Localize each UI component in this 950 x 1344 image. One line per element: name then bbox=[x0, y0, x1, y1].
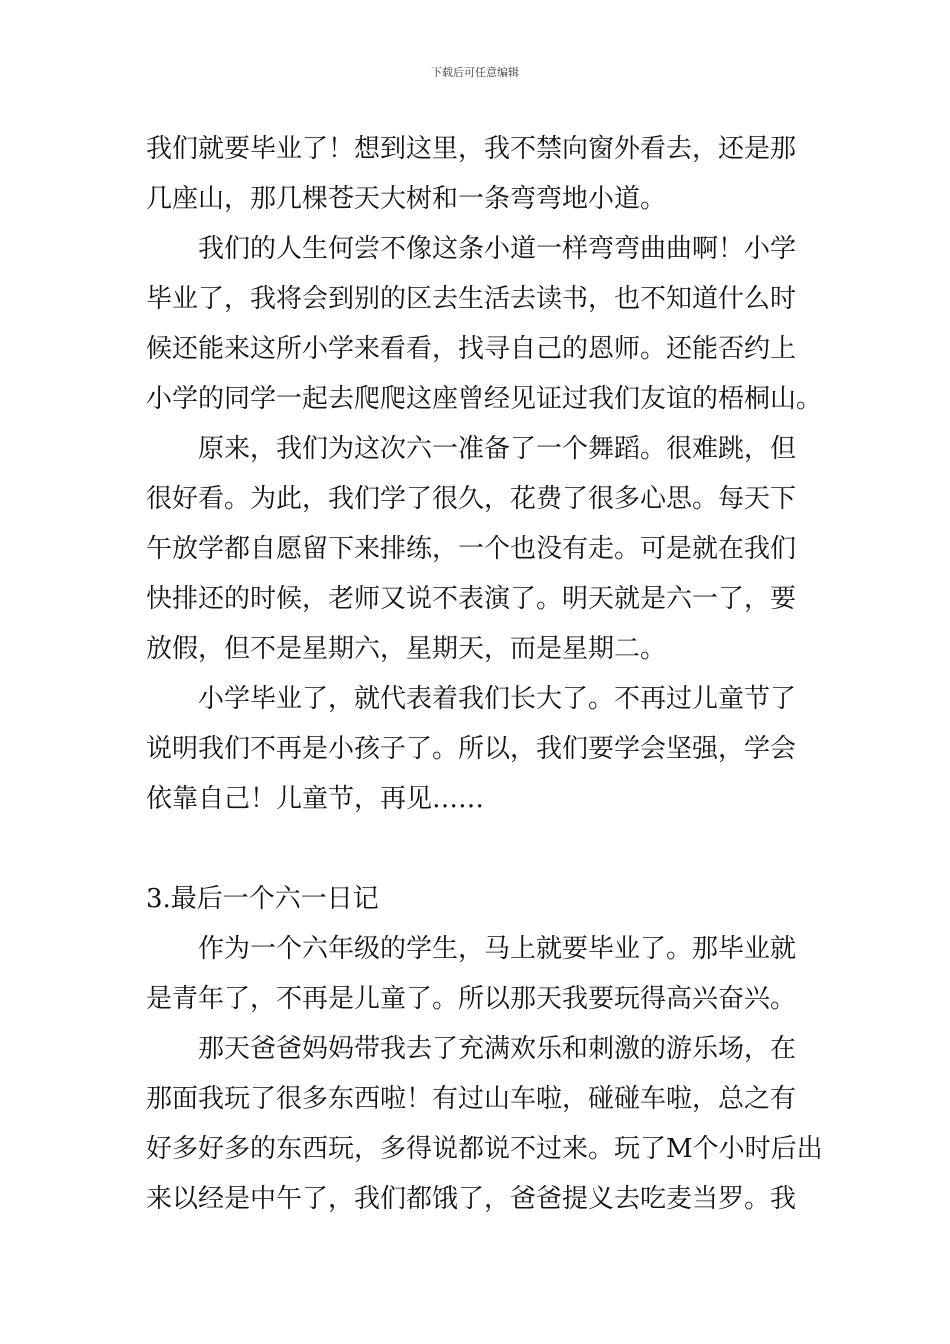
body-line: 小学的同学一起去爬爬这座曾经见证过我们友谊的梧桐山。 bbox=[146, 384, 823, 414]
paragraph-start-line: 那天爸爸妈妈带我去了充满欢乐和刺激的游乐场，在 bbox=[198, 1034, 797, 1064]
body-line: 放假，但不是星期六，星期天，而是星期二。 bbox=[146, 634, 667, 664]
body-line: 那面我玩了很多东西啦！有过山车啦，碰碰车啦，总之有 bbox=[146, 1084, 797, 1114]
body-line: 是青年了，不再是儿童了。所以那天我要玩得高兴奋兴。 bbox=[146, 984, 797, 1014]
body-line: 来以经是中午了，我们都饿了，爸爸提义去吃麦当罗。我 bbox=[146, 1184, 797, 1214]
paragraph-start-line: 作为一个六年级的学生，马上就要毕业了。那毕业就 bbox=[198, 934, 797, 964]
body-line: 很好看。为此，我们学了很久，花费了很多心思。每天下 bbox=[146, 484, 797, 514]
section-spacer bbox=[146, 824, 814, 874]
body-line: 说明我们不再是小孩子了。所以，我们要学会坚强，学会 bbox=[146, 734, 797, 764]
body-line: 毕业了，我将会到别的区去生活去读书，也不知道什么时 bbox=[146, 284, 797, 314]
body-line: 快排还的时候，老师又说不表演了。明天就是六一了，要 bbox=[146, 584, 797, 614]
document-body bbox=[146, 124, 823, 1224]
paragraph-start-line: 原来，我们为这次六一准备了一个舞蹈。很难跳，但 bbox=[198, 434, 797, 464]
page-header-note: 下载后可任意编辑 bbox=[431, 66, 519, 79]
body-line: 午放学都自愿留下来排练，一个也没有走。可是就在我们 bbox=[146, 534, 797, 564]
body-line: 我们就要毕业了！想到这里，我不禁向窗外看去，还是那 bbox=[146, 134, 797, 164]
body-line: 好多好多的东西玩，多得说都说不过来。玩了M个小时后出 bbox=[146, 1134, 823, 1164]
body-line: 候还能来这所小学来看看，找寻自己的恩师。还能否约上 bbox=[146, 334, 797, 364]
paragraph-start-line: 小学毕业了，就代表着我们长大了。不再过儿童节了 bbox=[198, 684, 797, 714]
body-line: 依靠自己！儿童节，再见…… bbox=[146, 784, 485, 814]
body-line: 几座山，那几棵苍天大树和一条弯弯地小道。 bbox=[146, 184, 667, 214]
section-heading: 3.最后一个六一日记 bbox=[146, 884, 379, 914]
paragraph-start-line: 我们的人生何尝不像这条小道一样弯弯曲曲啊！小学 bbox=[198, 234, 797, 264]
